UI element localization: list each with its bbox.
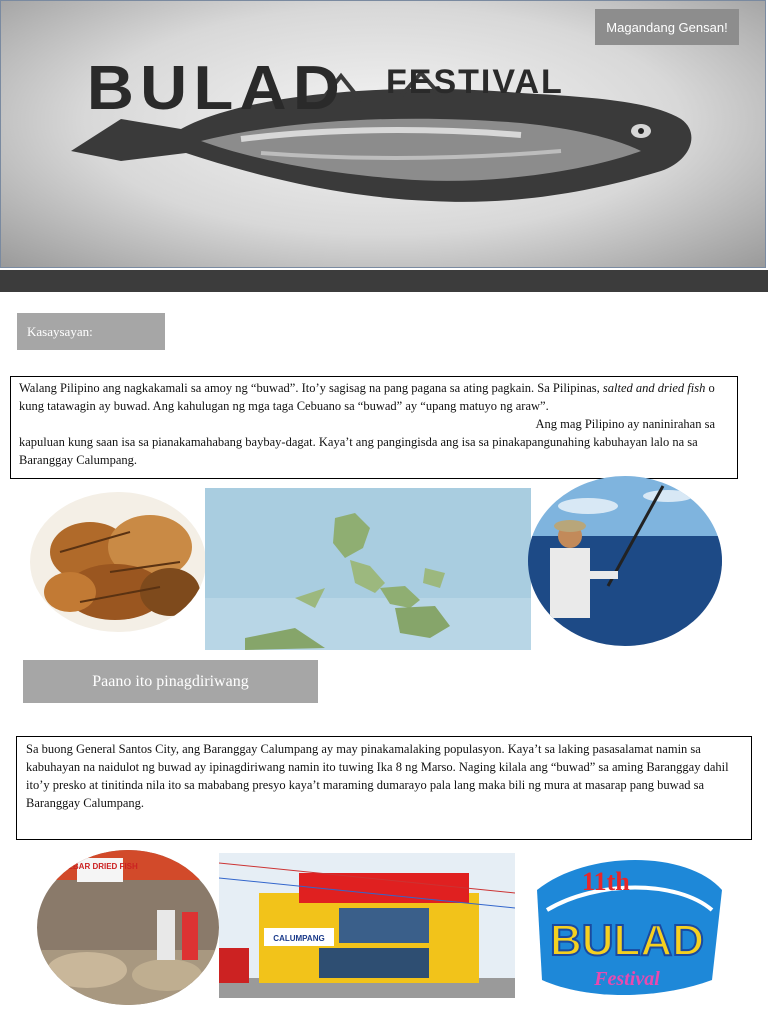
greeting-tag: Magandang Gensan! — [595, 9, 739, 45]
dried-fish-photo — [30, 492, 206, 632]
logo-number: 11th — [582, 867, 630, 896]
philippines-map — [205, 488, 531, 650]
divider-bar — [0, 270, 768, 292]
history-heading: Kasaysayan: — [17, 313, 165, 350]
celebration-textbox — [16, 736, 752, 840]
market-sign-text: ALBAR DRIED FISH — [62, 862, 138, 871]
history-text-a: Walang Pilipino ang nagkakamali sa amoy ng “buwad”. Ito’y sagisag na pang pagana sa ating pagkain. Sa Pilipinas, — [19, 381, 603, 395]
fisherman-photo — [528, 476, 722, 646]
building-sign-text: CALUMPANG — [273, 934, 325, 943]
barangay-hall-photo — [219, 853, 515, 998]
celebration-paragraph: Sa buong General Santos City, ang Baranggay Calumpang ay may pinakamalaking populasyon. Kaya’t sa laking pasasalamat namin sa kabuhayan na naidulot ng buwad ay ipinagdiriwang namin ito tuwing Ika 8 ng Marso. Naging kilala ang “buwad” sa aming Baranggay dahil ito’y presko at tinitinda nila ito sa mababang presyo kaya’t maraming dumarayo pala lang maka bili ng mura at masarap pang buwad sa Baranggay Calumpang. — [26, 742, 729, 810]
banner-subtitle: FESTIVAL — [386, 63, 564, 101]
header-banner — [0, 0, 766, 268]
logo-festival: Festival — [594, 968, 660, 990]
logo-word: BULAD — [550, 916, 704, 965]
history-paragraph-1 — [19, 379, 729, 415]
history-paragraph-2: kapuluan kung saan isa sa pianakamahabang baybay-dagat. Kaya’t ang pangingisda ang isa sa pinakapangunahing kabuhayan lalo na sa Baranggay Calumpang. — [19, 435, 698, 467]
celebration-heading: Paano ito pinagdiriwang — [23, 660, 318, 703]
festival-logo — [527, 850, 727, 1000]
history-text-italic: salted and dried fish — [602, 381, 706, 395]
market-photo — [37, 850, 219, 1005]
history-textbox — [10, 376, 738, 479]
history-paragraph-2-start: Ang mag Pilipino ay naninirahan sa — [535, 417, 715, 431]
banner-title: BULAD — [86, 54, 347, 123]
history-text-b: o kung tatawagin ay buwad. Ang kahulugan ng mga taga Cebuano sa “buwad” ay “upang matuyo ng araw”. — [19, 381, 715, 413]
